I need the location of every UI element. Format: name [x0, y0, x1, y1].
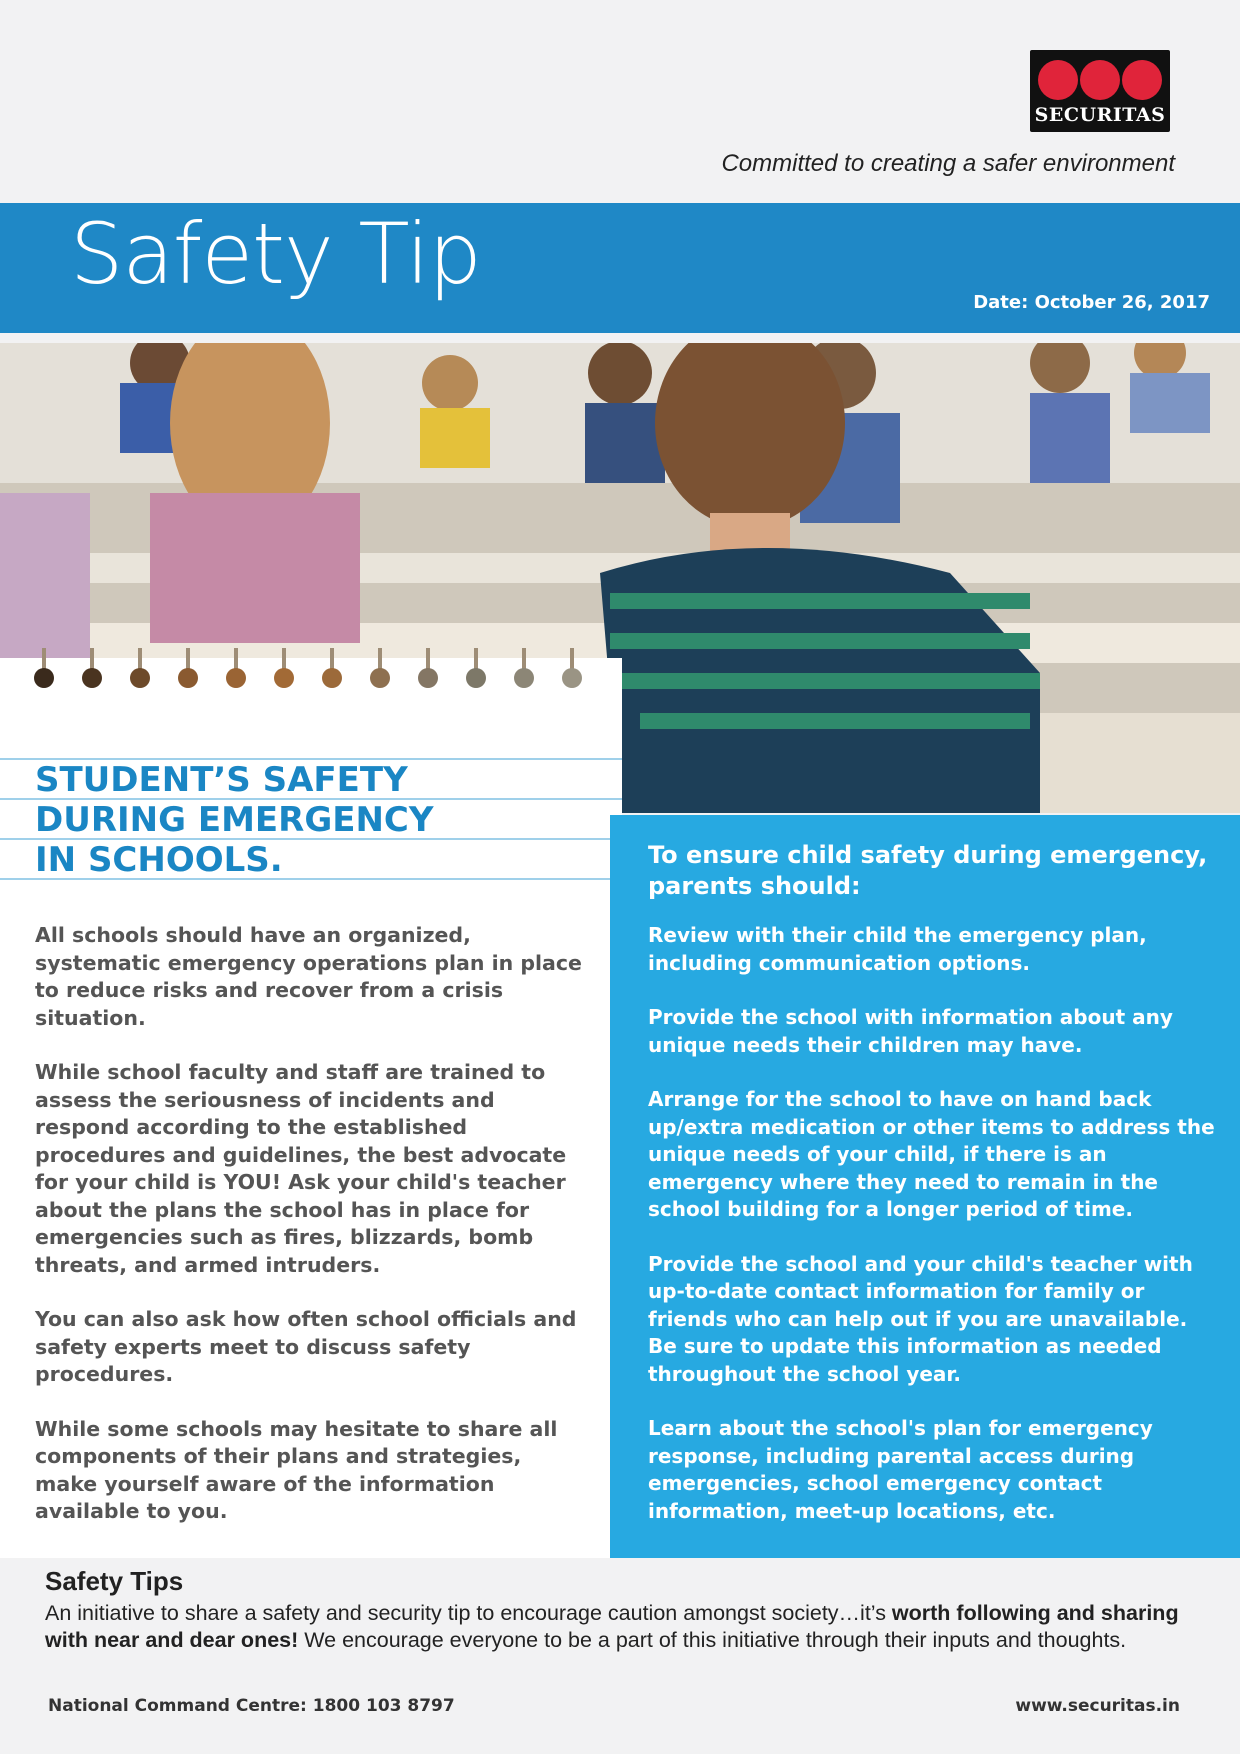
notepad-ring: [274, 668, 294, 688]
logo-wordmark: SECURITAS: [1034, 104, 1166, 126]
issue-date: Date: October 26, 2017: [973, 292, 1210, 313]
notepad-ring: [82, 668, 102, 688]
headline-line: DURING EMERGENCY: [35, 800, 434, 840]
notepad-ring: [130, 668, 150, 688]
article-headline: [35, 760, 595, 880]
body-paragraph: You can also ask how often school officials and safety experts meet to discuss safety procedures.: [35, 1307, 577, 1386]
footer-description: [45, 1600, 1205, 1654]
website-link[interactable]: www.securitas.in: [1015, 1696, 1180, 1716]
parents-item: Review with their child the emergency plan, including communication options.: [648, 923, 1147, 975]
notepad-ring: [514, 668, 534, 688]
logo-dot: [1080, 60, 1120, 100]
notepad-ring: [418, 668, 438, 688]
headline-line: STUDENT’S SAFETY: [35, 760, 408, 800]
parents-item: Arrange for the school to have on hand back up/extra medication or other items to address the unique needs of your child, if there is an emergency where they need to remain in the school building for a longer period of time.: [648, 1087, 1215, 1221]
parents-item: Provide the school and your child's teacher with up-to-date contact information for family or friends who can help out if you are unavailable. Be sure to update this information as needed throughout the school year.: [648, 1251, 1193, 1386]
parents-item: Learn about the school's plan for emergency response, including parental access during emergencies, school emergency contact information, meet-up locations, etc.: [648, 1416, 1153, 1523]
notepad-ring: [226, 668, 246, 688]
footer-text: We encourage everyone to be a part of this initiative through their inputs and thoughts.: [298, 1628, 1127, 1652]
notepad-ring: [322, 668, 342, 688]
notepad-ring: [466, 668, 486, 688]
parents-heading: To ensure child safety during emergency, parents should:: [648, 841, 1208, 900]
securitas-logo[interactable]: [1030, 50, 1170, 132]
body-paragraph: All schools should have an organized, systematic emergency operations plan in place to reduce risks and recover from a crisis situation.: [35, 923, 582, 1030]
logo-dot: [1122, 60, 1162, 100]
page-title: Safety Tip: [70, 205, 481, 303]
notepad-ring: [370, 668, 390, 688]
logo-dot: [1038, 60, 1078, 100]
tagline: Committed to creating a safer environment: [721, 150, 1175, 177]
footer-title: Safety Tips: [45, 1566, 184, 1596]
body-paragraph: While school faculty and staff are trained to assess the seriousness of incidents and respond according to the established procedures and guidelines, the best advocate for your child is YOU! Ask your child's teacher about the plans the school has in place for emergencies such as fires, blizzards, bomb threats, and armed intruders.: [35, 1060, 567, 1277]
parents-item: Provide the school with information about any unique needs their children may have.: [648, 1005, 1173, 1057]
article-body: [35, 922, 590, 1553]
parents-list: [648, 922, 1218, 1552]
footer-emphasis: worth following and sharing with near and dear ones!: [45, 1601, 1179, 1652]
footer-text: An initiative to share a safety and security tip to encourage caution amongst society…it’s: [45, 1601, 892, 1625]
command-centre-number: National Command Centre: 1800 103 8797: [48, 1696, 455, 1716]
notepad-ring: [34, 668, 54, 688]
notepad-ring: [562, 668, 582, 688]
headline-line: IN SCHOOLS.: [35, 840, 283, 880]
body-paragraph: While some schools may hesitate to share all components of their plans and strategies, make yourself aware of the information available to you.: [35, 1416, 558, 1523]
notepad-ring: [178, 668, 198, 688]
